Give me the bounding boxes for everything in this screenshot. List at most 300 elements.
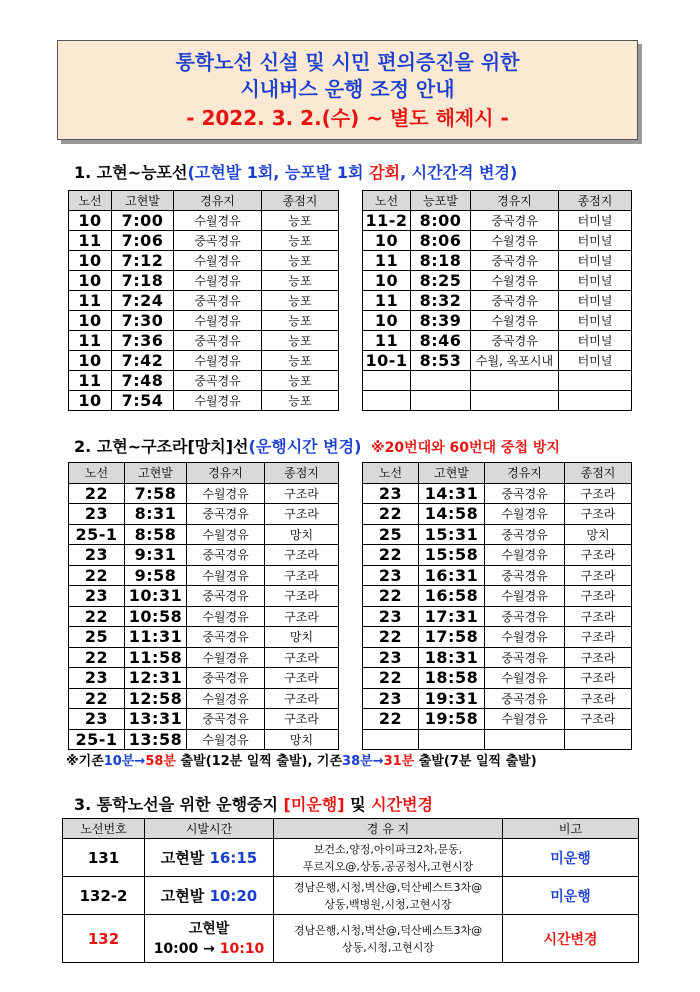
terminus: 망치 — [265, 729, 339, 750]
col-header: 고현발 — [112, 191, 174, 211]
terminus: 구조라 — [565, 483, 632, 504]
terminus: 구조라 — [565, 565, 632, 586]
terminus: 능포 — [262, 251, 339, 271]
terminus: 구조라 — [565, 688, 632, 709]
route-number: 131 — [63, 839, 145, 877]
via-point: 중곡경유 — [174, 331, 262, 351]
remark: 시간변경 — [503, 915, 639, 963]
terminus: 능포 — [262, 371, 339, 391]
departure-time: 8:53 — [411, 351, 471, 371]
col-header: 노선 — [69, 463, 125, 484]
table-row — [69, 351, 632, 371]
terminus — [565, 729, 632, 750]
via-point: 중곡경유 — [485, 606, 565, 627]
departure-time: 9:31 — [125, 545, 187, 566]
route-number: 10 — [69, 351, 112, 371]
terminus: 망치 — [265, 524, 339, 545]
route-number: 132-2 — [63, 877, 145, 915]
departure-time: 7:42 — [112, 351, 174, 371]
terminus: 터미널 — [559, 211, 632, 231]
route-number: 22 — [69, 483, 125, 504]
col-header: 경유지 — [174, 191, 262, 211]
route-number: 22 — [363, 504, 419, 525]
col-header: 능포발 — [411, 191, 471, 211]
via-point: 수월경유 — [485, 504, 565, 525]
departure-time: 7:06 — [112, 231, 174, 251]
via-point: 수월경유 — [485, 627, 565, 648]
departure-clock: 10:20 — [209, 887, 258, 905]
via-stops — [274, 877, 503, 915]
remark: 미운행 — [503, 839, 639, 877]
departure-time: 17:58 — [419, 627, 485, 648]
departure-time: 7:18 — [112, 271, 174, 291]
title-date-range: - 2022. 3. 2.(수) ~ 별도 해제시 - — [186, 106, 509, 130]
table-gap — [339, 709, 363, 730]
via-point: 수월경유 — [187, 606, 265, 627]
via-point — [485, 729, 565, 750]
route-number: 11 — [69, 371, 112, 391]
via-point: 중곡경유 — [187, 504, 265, 525]
route-number: 10 — [363, 231, 411, 251]
section1-table — [68, 190, 632, 411]
departure-time: 13:31 — [125, 709, 187, 730]
via-point: 중곡경유 — [485, 524, 565, 545]
departure-time: 7:24 — [112, 291, 174, 311]
col-header: 경유지 — [485, 463, 565, 484]
table-gap — [339, 331, 363, 351]
terminus: 구조라 — [265, 606, 339, 627]
via-line: 상동,시청,고현시장 — [341, 940, 434, 954]
departure-time — [419, 729, 485, 750]
table-row — [69, 291, 632, 311]
section3-heading-time-change: 시간변경 — [371, 795, 433, 814]
col-header: 비고 — [503, 819, 639, 839]
section2-heading-detail: (운행시간 변경) — [248, 437, 362, 456]
section2-header-row — [69, 463, 632, 484]
table-gap — [339, 271, 363, 291]
departure-time: 8:25 — [411, 271, 471, 291]
table-gap — [339, 688, 363, 709]
route-number: 10 — [69, 311, 112, 331]
table-gap — [339, 483, 363, 504]
via-point: 수월, 옥포시내 — [471, 351, 559, 371]
table-gap — [339, 211, 363, 231]
via-line: 상동,백병원,시청,고현시장 — [324, 897, 452, 911]
terminus: 터미널 — [559, 291, 632, 311]
via-point: 중곡경유 — [187, 586, 265, 607]
via-point: 수월경유 — [187, 524, 265, 545]
terminus: 구조라 — [265, 565, 339, 586]
note-new-minute: 31분 — [383, 754, 415, 769]
note-new-minute: 58분 — [145, 754, 176, 769]
terminus: 능포 — [262, 291, 339, 311]
terminus: 능포 — [262, 391, 339, 411]
via-point: 수월경유 — [471, 271, 559, 291]
via-point: 중곡경유 — [187, 709, 265, 730]
departure-time: 19:31 — [419, 688, 485, 709]
departure-time: 16:58 — [419, 586, 485, 607]
via-point: 중곡경유 — [471, 291, 559, 311]
table-gap — [339, 351, 363, 371]
col-header: 시발시간 — [145, 819, 274, 839]
via-point: 수월경유 — [174, 271, 262, 291]
section1-heading-detail-end: , 시간간격 변경) — [399, 163, 518, 182]
route-number: 23 — [69, 668, 125, 689]
via-point: 중곡경유 — [471, 331, 559, 351]
departure-time: 18:58 — [419, 668, 485, 689]
route-number — [363, 729, 419, 750]
note-part: ※기존 — [66, 754, 104, 769]
table-gap — [339, 463, 363, 484]
terminus: 터미널 — [559, 271, 632, 291]
via-point: 중곡경유 — [485, 483, 565, 504]
terminus: 망치 — [565, 524, 632, 545]
departure-time — [145, 915, 274, 963]
departure-new-clock: 10:10 — [219, 940, 265, 957]
route-number: 10 — [69, 271, 112, 291]
table-row — [69, 606, 632, 627]
table-gap — [339, 606, 363, 627]
terminus: 터미널 — [559, 331, 632, 351]
departure-clock: 16:15 — [209, 849, 258, 867]
departure-time — [411, 371, 471, 391]
via-point: 수월경유 — [174, 251, 262, 271]
table-row — [69, 211, 632, 231]
via-point: 수월경유 — [485, 586, 565, 607]
note-part: 출발(7분 일찍 출발) — [414, 754, 537, 769]
col-header: 종점지 — [262, 191, 339, 211]
table-row — [69, 586, 632, 607]
terminus: 구조라 — [265, 586, 339, 607]
table-row — [69, 331, 632, 351]
table-row — [69, 251, 632, 271]
table-gap — [339, 647, 363, 668]
route-number: 11 — [363, 331, 411, 351]
via-point: 수월경유 — [187, 483, 265, 504]
section2-footnote — [66, 750, 537, 769]
departure-time: 7:12 — [112, 251, 174, 271]
departure-time: 8:58 — [125, 524, 187, 545]
via-line: 경남은행,시청,벽산@,덕산베스트3차@ — [293, 923, 483, 937]
terminus: 능포 — [262, 211, 339, 231]
table-row — [69, 688, 632, 709]
section2-heading-route: 2. 고현~구조라[망치]선 — [74, 437, 249, 456]
via-point: 수월경유 — [174, 351, 262, 371]
section3-heading-suspended: [미운행] — [283, 795, 345, 814]
via-point — [471, 391, 559, 411]
departure-time: 10:31 — [125, 586, 187, 607]
terminus: 능포 — [262, 231, 339, 251]
col-header: 경유지 — [187, 463, 265, 484]
departure-time: 15:31 — [419, 524, 485, 545]
table-row — [69, 647, 632, 668]
via-point: 중곡경유 — [471, 211, 559, 231]
via-point: 중곡경유 — [471, 251, 559, 271]
route-number: 25-1 — [69, 729, 125, 750]
departure-origin: 고현발 — [188, 920, 230, 937]
route-number: 22 — [69, 647, 125, 668]
route-number: 23 — [363, 606, 419, 627]
terminus: 망치 — [265, 627, 339, 648]
title-line-1: 통학노선 신설 및 시민 편의증진을 위한 — [175, 50, 520, 74]
terminus — [559, 391, 632, 411]
via-point: 수월경유 — [187, 688, 265, 709]
table-gap — [339, 524, 363, 545]
route-number: 23 — [69, 709, 125, 730]
section3-heading-part: 및 — [344, 795, 372, 814]
route-number: 10 — [363, 271, 411, 291]
table-row — [69, 668, 632, 689]
departure-origin: 고현발 — [160, 887, 210, 905]
table-row — [69, 545, 632, 566]
departure-time: 8:46 — [411, 331, 471, 351]
departure-time: 8:06 — [411, 231, 471, 251]
col-header: 고현발 — [125, 463, 187, 484]
terminus: 구조라 — [565, 586, 632, 607]
departure-time: 8:32 — [411, 291, 471, 311]
departure-time: 12:31 — [125, 668, 187, 689]
table-row — [63, 839, 639, 877]
table-row — [69, 729, 632, 750]
via-point: 수월경유 — [187, 565, 265, 586]
col-header: 경 유 지 — [274, 819, 503, 839]
via-point: 수월경유 — [485, 709, 565, 730]
route-number: 22 — [69, 688, 125, 709]
route-number: 23 — [69, 504, 125, 525]
via-point: 중곡경유 — [485, 565, 565, 586]
section2-heading-note: ※20번대와 60번대 중첩 방지 — [370, 440, 560, 456]
table-gap — [339, 191, 363, 211]
departure-time: 18:31 — [419, 647, 485, 668]
via-line: 푸르지오@,상동,공공청사,고현시장 — [302, 859, 474, 873]
route-number: 25 — [69, 627, 125, 648]
section1-header-row — [69, 191, 632, 211]
table-row — [63, 877, 639, 915]
terminus: 구조라 — [265, 668, 339, 689]
table-row — [69, 565, 632, 586]
table-gap — [339, 627, 363, 648]
table-gap — [339, 291, 363, 311]
route-number: 10 — [363, 311, 411, 331]
via-point: 수월경유 — [485, 668, 565, 689]
departure-time: 8:00 — [411, 211, 471, 231]
table-row — [69, 627, 632, 648]
route-number: 25 — [363, 524, 419, 545]
via-point: 수월경유 — [471, 311, 559, 331]
departure-origin: 고현발 — [160, 849, 210, 867]
col-header: 노선 — [363, 191, 411, 211]
route-number: 11 — [69, 231, 112, 251]
terminus: 능포 — [262, 271, 339, 291]
via-stops — [274, 915, 503, 963]
departure-time — [145, 839, 274, 877]
note-old-minute: 10분 — [103, 754, 135, 769]
via-point: 수월경유 — [187, 647, 265, 668]
table-row — [69, 231, 632, 251]
note-arrow: → — [134, 754, 146, 769]
terminus: 구조라 — [565, 709, 632, 730]
terminus: 구조라 — [565, 668, 632, 689]
via-point: 수월경유 — [174, 391, 262, 411]
route-number: 22 — [363, 545, 419, 566]
route-number — [363, 391, 411, 411]
section1-heading-reduction: 감회 — [369, 163, 400, 182]
via-point: 수월경유 — [471, 231, 559, 251]
departure-time: 7:48 — [112, 371, 174, 391]
note-old-minute: 38분 — [342, 754, 373, 769]
terminus: 구조라 — [565, 647, 632, 668]
terminus: 터미널 — [559, 251, 632, 271]
table-row — [69, 311, 632, 331]
departure-time: 7:58 — [125, 483, 187, 504]
route-number: 22 — [363, 586, 419, 607]
terminus: 터미널 — [559, 311, 632, 331]
route-number: 11 — [363, 291, 411, 311]
route-number: 132 — [63, 915, 145, 963]
route-number — [363, 371, 411, 391]
terminus: 능포 — [262, 331, 339, 351]
col-header: 노선 — [69, 191, 112, 211]
title-box — [57, 40, 638, 140]
col-header: 노선 — [363, 463, 419, 484]
route-number: 10 — [69, 251, 112, 271]
terminus: 구조라 — [265, 688, 339, 709]
departure-time: 7:54 — [112, 391, 174, 411]
departure-time: 7:36 — [112, 331, 174, 351]
route-number: 22 — [363, 709, 419, 730]
terminus: 구조라 — [265, 504, 339, 525]
table-gap — [339, 251, 363, 271]
section1-heading-route: 1. 고현~능포선 — [74, 163, 188, 182]
table-gap — [339, 729, 363, 750]
departure-time — [145, 877, 274, 915]
route-number: 22 — [363, 668, 419, 689]
route-number: 23 — [363, 688, 419, 709]
table-gap — [339, 391, 363, 411]
route-number: 11-2 — [363, 211, 411, 231]
via-point: 수월경유 — [174, 211, 262, 231]
departure-time: 14:31 — [419, 483, 485, 504]
section2-table — [68, 462, 632, 750]
via-point: 수월경유 — [174, 311, 262, 331]
via-point: 중곡경유 — [187, 627, 265, 648]
departure-time: 7:00 — [112, 211, 174, 231]
table-gap — [339, 231, 363, 251]
via-point: 중곡경유 — [187, 668, 265, 689]
departure-time: 11:31 — [125, 627, 187, 648]
table-row — [69, 524, 632, 545]
section3-header-row — [63, 819, 639, 839]
via-point — [471, 371, 559, 391]
via-stops — [274, 839, 503, 877]
departure-time: 11:58 — [125, 647, 187, 668]
via-point: 수월경유 — [485, 545, 565, 566]
terminus: 구조라 — [565, 606, 632, 627]
route-number: 11 — [69, 331, 112, 351]
route-number: 25-1 — [69, 524, 125, 545]
terminus: 터미널 — [559, 351, 632, 371]
via-line: 경남은행,시청,벽산@,덕산베스트3차@ — [293, 880, 483, 894]
section3-heading — [74, 792, 433, 815]
via-point: 중곡경유 — [485, 647, 565, 668]
via-point: 중곡경유 — [485, 688, 565, 709]
route-number: 11 — [363, 251, 411, 271]
departure-old-clock: 10:00 → — [153, 940, 220, 957]
section3-heading-part: 3. 통학노선을 위한 운행중지 — [74, 795, 284, 814]
route-number: 10 — [69, 211, 112, 231]
departure-time — [411, 391, 471, 411]
section2-heading — [74, 434, 560, 457]
table-gap — [339, 371, 363, 391]
terminus: 구조라 — [265, 709, 339, 730]
terminus: 능포 — [262, 351, 339, 371]
departure-time: 8:39 — [411, 311, 471, 331]
table-row — [69, 504, 632, 525]
terminus — [559, 371, 632, 391]
col-header: 종점지 — [265, 463, 339, 484]
remark: 미운행 — [503, 877, 639, 915]
note-part: 출발(12분 일찍 출발), 기존 — [175, 754, 343, 769]
table-row — [69, 371, 632, 391]
departure-time: 19:58 — [419, 709, 485, 730]
terminus: 터미널 — [559, 231, 632, 251]
departure-time: 9:58 — [125, 565, 187, 586]
table-gap — [339, 565, 363, 586]
title-line-2: 시내버스 운행 조정 안내 — [240, 77, 455, 101]
departure-time: 7:30 — [112, 311, 174, 331]
departure-time: 8:31 — [125, 504, 187, 525]
departure-time: 8:18 — [411, 251, 471, 271]
col-header: 종점지 — [565, 463, 632, 484]
table-gap — [339, 311, 363, 331]
departure-time: 13:58 — [125, 729, 187, 750]
departure-time: 10:58 — [125, 606, 187, 627]
table-gap — [339, 545, 363, 566]
terminus: 구조라 — [565, 545, 632, 566]
route-number: 22 — [363, 627, 419, 648]
col-header: 경유지 — [471, 191, 559, 211]
table-gap — [339, 504, 363, 525]
route-number: 22 — [69, 606, 125, 627]
table-row — [69, 391, 632, 411]
route-number: 23 — [69, 545, 125, 566]
table-row — [69, 709, 632, 730]
via-point: 중곡경유 — [174, 231, 262, 251]
col-header: 종점지 — [559, 191, 632, 211]
route-number: 23 — [363, 565, 419, 586]
route-number: 23 — [69, 586, 125, 607]
terminus: 구조라 — [265, 545, 339, 566]
via-point: 수월경유 — [187, 729, 265, 750]
route-number: 23 — [363, 483, 419, 504]
table-row — [63, 915, 639, 963]
departure-time: 15:58 — [419, 545, 485, 566]
terminus: 능포 — [262, 311, 339, 331]
via-line: 보건소,양정,아이파크2차,문동, — [313, 842, 463, 856]
route-number: 23 — [363, 647, 419, 668]
terminus: 구조라 — [565, 504, 632, 525]
via-point: 중곡경유 — [187, 545, 265, 566]
terminus: 구조라 — [565, 627, 632, 648]
note-arrow: → — [372, 754, 384, 769]
table-row — [69, 483, 632, 504]
section1-heading — [74, 160, 517, 183]
departure-time: 17:31 — [419, 606, 485, 627]
terminus: 구조라 — [265, 647, 339, 668]
table-row — [69, 271, 632, 291]
route-number: 10-1 — [363, 351, 411, 371]
route-number: 10 — [69, 391, 112, 411]
